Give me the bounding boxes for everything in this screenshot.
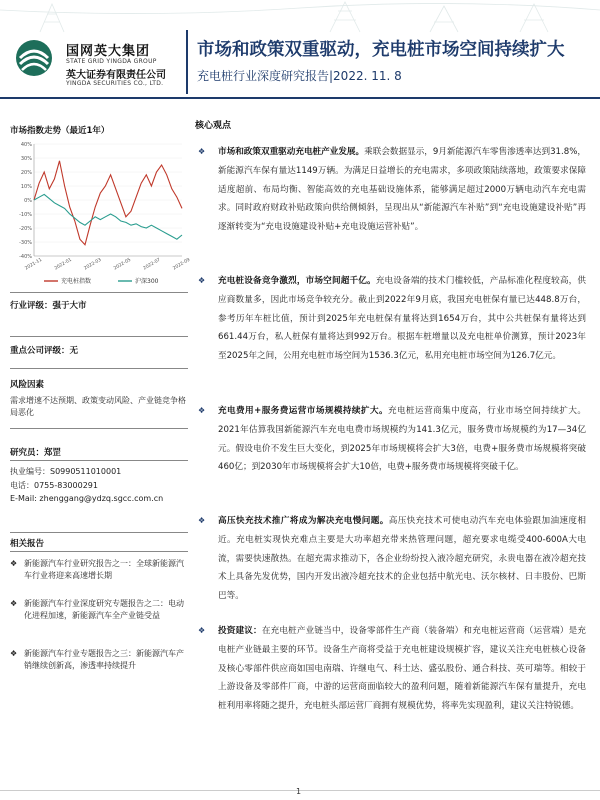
key-company-rating: 重点公司评级：无 bbox=[10, 346, 79, 356]
related-report[interactable]: ❖ 新能源汽车行业研究报告之一：全球新能源汽车行业将迎来高速增长期 bbox=[10, 559, 184, 580]
key-point-body: 充电设备端的技术门槛较低，产品标准化程度较高，供应商数量多，因此市场竞争较充分。截止到2022年9月底，我国充电桩保有量已达448.8万台，参考历年车桩比值，预计到2025年充电桩保有量将达到1654万台，其中公共桩保有量将达到661.44万台，私人桩保有量将达到992万台。根据车桩增量以及充电桩单价测算，预计2023年至2025年之间，公用充电桩市场空间为1536.3亿元，私用充电桩市场空间为126.7亿元。 bbox=[218, 276, 586, 362]
key-point-heading: 高压快充技术推广将成为解决充电慢问题。 bbox=[218, 516, 389, 526]
sidebar-divider bbox=[10, 460, 188, 461]
key-point-heading: 充电桩设备竞争激烈，市场空间超千亿。 bbox=[218, 276, 376, 286]
key-point bbox=[198, 272, 586, 366]
risk-text: 需求增速不达预期、政策变动风险、产业链竞争格局恶化 bbox=[10, 396, 186, 417]
y-tick-label: 0% bbox=[24, 198, 32, 204]
y-tick-label: 40% bbox=[20, 142, 32, 148]
bullet-icon: ❖ bbox=[10, 599, 18, 608]
key-point-body: 高压快充技术可使电动汽车充电体验跟加油速度相近。充电桩实现快充难点主要是大功率超充带来热管理问题，超充要求电缆受400-600A大电流，需要快速散热。在超充需求推动下，各企业纷纷投入液冷超充研究，永贵电器在液冷超充技术上具备先发优势，国内开发出液冷超充技术的企业包括中航光电、沃尔核材、日丰股份、巴斯巴等。 bbox=[218, 516, 586, 602]
bullet-icon: ❖ bbox=[10, 559, 18, 568]
sidebar-divider bbox=[10, 368, 188, 369]
header-divider bbox=[186, 30, 188, 94]
chart-title: 市场指数走势（最近1年） bbox=[10, 126, 110, 136]
power-tower-banner bbox=[0, 0, 600, 32]
report-title: 市场和政策双重驱动，充电桩市场空间持续扩大 bbox=[197, 40, 565, 60]
report-subtitle: 充电桩行业深度研究报告|2022. 11. 8 bbox=[197, 69, 402, 83]
y-tick-label: -20% bbox=[19, 226, 32, 232]
y-tick-label: -30% bbox=[19, 240, 32, 246]
bullet-icon: ❖ bbox=[198, 276, 206, 285]
key-point bbox=[198, 143, 586, 237]
x-tick-label: 2022-07 bbox=[142, 257, 162, 272]
legend-label: 充电桩指数 bbox=[61, 278, 92, 285]
researcher: 研究员：郑罡 bbox=[10, 448, 62, 458]
bullet-icon: ❖ bbox=[10, 649, 18, 658]
core-views-title: 核心观点 bbox=[195, 121, 232, 131]
key-point-heading: 投资建议： bbox=[218, 626, 262, 636]
bullet-icon: ❖ bbox=[198, 147, 206, 156]
key-point-body: 乘联会数据显示，9月新能源汽车零售渗透率达到31.8%，新能源汽车保有量达1149万辆。为满足日益增长的充电需求，多项政策陆续落地，政策要求保障适度超前、布局均衡、智能高效的充电基础设施体系，能够满足超过2000万辆电动汽车充电需求。同时政府财政补贴政策向供给侧倾斜，呈现出从“新能源汽车补贴”到“充电设施建设补贴”再逐渐转变为“充电设施建设补贴+充电设施运营补贴”。 bbox=[218, 147, 586, 233]
sidebar-divider bbox=[10, 428, 188, 429]
key-point-heading: 市场和政策双重驱动充电桩产业发展。 bbox=[218, 147, 365, 157]
phone: 电话：0755-83000291 bbox=[10, 481, 98, 490]
state-grid-logo-icon bbox=[14, 38, 54, 78]
sidebar-divider bbox=[10, 336, 188, 337]
x-tick-label: 2022-09 bbox=[172, 257, 192, 272]
key-point-heading: 充电费用+服务费运营市场规模持续扩大。 bbox=[218, 406, 388, 416]
series-line bbox=[34, 194, 182, 239]
sidebar-divider bbox=[10, 292, 188, 293]
key-point-body: 在充电桩产业链当中，设备零部件生产商（装备端）和充电桩运营商（运营端）是充电桩产业链最主要的环节。设备生产商将受益于充电桩建设规模扩容，建议关注充电桩核心设备及核心零部件供应商如国电南瑞、许继电气、科士达、盛弘股份、通合科技、英可瑞等。相较于上游设备及零部件厂商，中游的运营商面临较大的盈利问题，随着新能源汽车保有量提升，充电桩利用率将随之提升，充电桩头部运营厂商拥有规模优势，将率先实现盈利，建议关注特锐德。 bbox=[218, 626, 586, 712]
sidebar-divider bbox=[10, 532, 188, 533]
industry-rating: 行业评级：强于大市 bbox=[10, 301, 87, 311]
y-tick-label: 10% bbox=[20, 184, 32, 190]
x-tick-label: 2022-05 bbox=[113, 257, 132, 272]
bullet-icon: ❖ bbox=[198, 516, 206, 525]
header-rule bbox=[0, 97, 600, 99]
y-tick-label: 30% bbox=[20, 156, 32, 162]
y-tick-label: -10% bbox=[19, 212, 32, 218]
x-tick-label: 2022-03 bbox=[83, 257, 103, 272]
risk-title: 风险因素 bbox=[10, 380, 45, 390]
bullet-icon: ❖ bbox=[198, 406, 206, 415]
y-tick-label: 20% bbox=[20, 170, 32, 176]
email: E-Mail: zhenggang@ydzq.sgcc.com.cn bbox=[10, 494, 164, 503]
key-point bbox=[198, 512, 586, 606]
logo-company-name: 英大证券有限责任公司 bbox=[66, 70, 166, 81]
sidebar-divider bbox=[10, 551, 188, 552]
bullet-icon: ❖ bbox=[198, 626, 206, 635]
x-tick-label: 2022-01 bbox=[53, 257, 73, 272]
index-trend-chart bbox=[10, 138, 192, 288]
logo-group-name-en: STATE GRID YINGDA GROUP bbox=[66, 58, 157, 65]
y-tick-label: -40% bbox=[19, 254, 32, 260]
license-number: 执业编号：S0990511010001 bbox=[10, 467, 122, 476]
page-number: 1 bbox=[296, 787, 302, 796]
logo-group-name: 国网英大集团 bbox=[66, 44, 151, 59]
related-title: 相关报告 bbox=[10, 539, 45, 549]
logo-company-name-en: YINGDA SECURITIES CO., LTD. bbox=[66, 80, 164, 87]
key-point bbox=[198, 622, 586, 716]
x-tick-label: 2021-11 bbox=[24, 257, 44, 272]
legend-label: 沪深300 bbox=[135, 278, 159, 285]
series-line bbox=[34, 161, 182, 245]
related-report[interactable]: ❖ 新能源汽车行业专题报告之三：新能源汽车产销继续创新高，渗透率持续提升 bbox=[10, 649, 184, 670]
key-point-body: 充电桩运营商集中度高，行业市场空间持续扩大。2021年估算我国新能源汽车充电电费市场规模约为141.3亿元，服务费市场规模约为17—34亿元。假设电价不发生巨大变化，到2025年市场规模将会扩大3倍，电费+服务费市场规模将突破460亿；到2030年市场规模将会扩大10倍，电费+服务费市场规模将突破千亿。 bbox=[218, 406, 586, 473]
related-report[interactable]: ❖ 新能源汽车行业深度研究专题报告之二：电动化进程加速，新能源汽车全产业链受益 bbox=[10, 599, 184, 620]
key-point bbox=[198, 402, 586, 477]
